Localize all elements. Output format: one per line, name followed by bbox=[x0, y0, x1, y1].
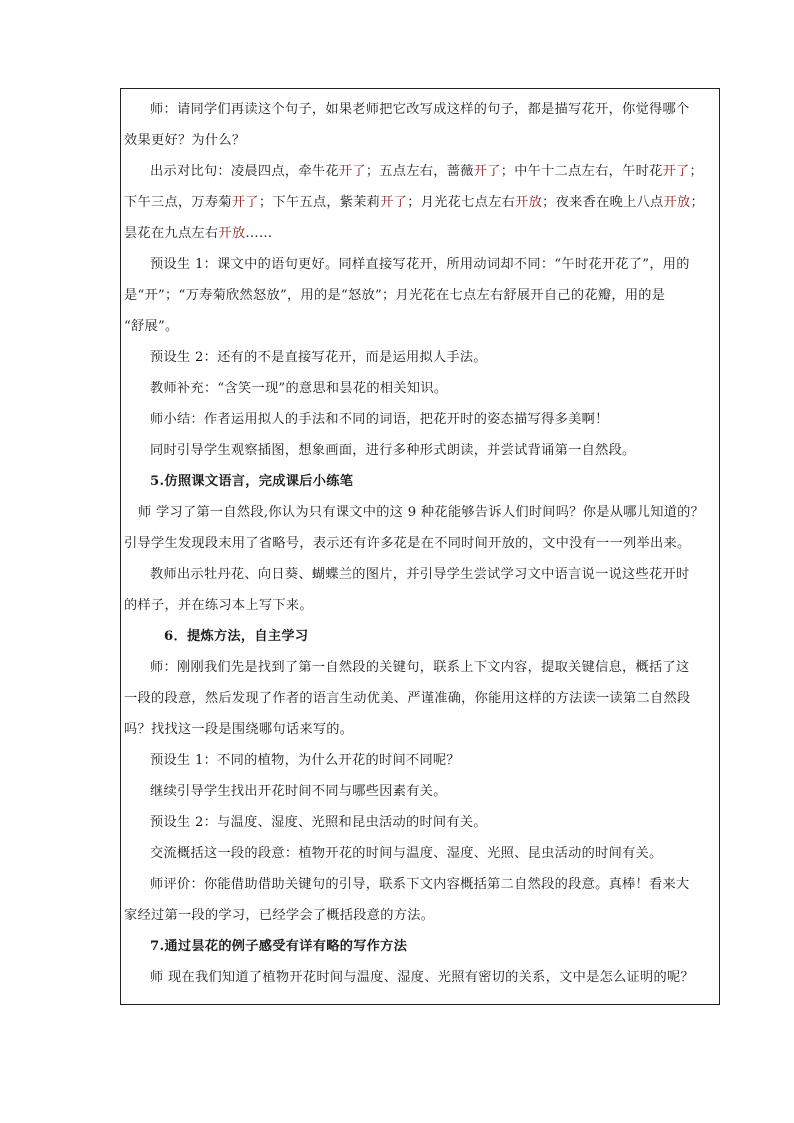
paragraph-line: 师 学习了第一自然段,你认为只有课文中的这 9 种花能够告诉人们时间吗？你是从哪儿知道的？ bbox=[138, 505, 705, 520]
paragraph-line: 交流概括这一段的段意：植物开花的时间与温度、湿度、光照、昆虫活动的时间有关。 bbox=[150, 846, 663, 861]
section-heading: 7.通过昙花的例子感受有详有略的写作方法 bbox=[150, 939, 408, 954]
paragraph-line: 是“开”；“万寿菊欣然怒放”，用的是“怒放”；月光花在七点左右舒展开自己的花瓣，用的是 bbox=[124, 288, 666, 303]
paragraph-line: 一段的段意，然后发现了作者的语言生动优美、严谨准确，你能用这样的方法读一读第二自然段 bbox=[124, 691, 691, 706]
paragraph-line bbox=[124, 156, 718, 187]
paragraph-line: 师：请同学们再读这个句子，如果老师把它改写成这样的句子，都是描写花开，你觉得哪个 bbox=[150, 102, 690, 117]
highlighted-verb: 开放 bbox=[515, 195, 543, 210]
highlighted-verb: 开放 bbox=[663, 195, 691, 210]
paragraph-line: 吗？找找这一段是围绕哪句话来写的。 bbox=[124, 722, 354, 737]
text-segment: …… bbox=[245, 226, 273, 241]
text-segment: ；中午十二点左右，午时花 bbox=[500, 164, 663, 179]
paragraph-line: 师评价：你能借助借助关键句的引导，联系下文内容概括第二自然段的段意。真棒！看来大 bbox=[150, 877, 690, 892]
paragraph-line: 同时引导学生观察插图，想象画面，进行多种形式朗读，并尝试背诵第一自然段。 bbox=[150, 443, 636, 458]
paragraph-line: 教师补充：“含笑一现”的意思和昙花的相关知识。 bbox=[150, 381, 448, 396]
text-segment: ；五点左右，蔷薇 bbox=[365, 164, 474, 179]
highlighted-verb: 开了 bbox=[380, 195, 408, 210]
paragraph-line bbox=[124, 218, 718, 249]
paragraph-line: 家经过第一段的学习，已经学会了概括段意的方法。 bbox=[124, 908, 435, 923]
section-heading: 6．提炼方法，自主学习 bbox=[164, 629, 309, 644]
paragraph-line: 教师出示牡丹花、向日葵、蝴蝶兰的图片，并引导学生尝试学习文中语言说一说这些花开时 bbox=[150, 567, 690, 582]
text-segment: 下午三点，万寿菊 bbox=[124, 195, 232, 210]
paragraph-line: 引导学生发现段末用了省略号，表示还有许多花是在不同时间开放的，文中没有一一列举出来。 bbox=[124, 536, 691, 551]
paragraph-line bbox=[124, 187, 718, 218]
text-segment: ；下午五点，紫茉莉 bbox=[258, 195, 381, 210]
highlighted-verb: 开了 bbox=[473, 164, 501, 179]
highlighted-verb: 开了 bbox=[231, 195, 259, 210]
paragraph-line: 师 现在我们知道了植物开花时间与温度、湿度、光照有密切的关系，文中是怎么证明的呢？ bbox=[150, 970, 694, 985]
paragraph-line: 预设生 1：不同的植物，为什么开花的时间不同呢？ bbox=[150, 753, 460, 768]
text-segment: ； bbox=[690, 195, 705, 210]
paragraph-line: 效果更好？为什么？ bbox=[124, 133, 246, 148]
text-segment: ； bbox=[689, 164, 704, 179]
paragraph-line: 预设生 1：课文中的语句更好。同样直接写花开，所用动词却不同：“午时花开花了”，用的 bbox=[150, 257, 690, 272]
paragraph-line: 师：刚刚我们先是找到了第一自然段的关键句，联系上下文内容，提取关键信息，概括了这 bbox=[150, 660, 690, 675]
paragraph-line: “舒展”。 bbox=[124, 319, 179, 334]
paragraph-line: 师小结：作者运用拟人的手法和不同的词语，把花开时的姿态描写得多美啊！ bbox=[150, 412, 609, 427]
text-segment: ；夜来香在晚上八点 bbox=[542, 195, 664, 210]
highlighted-verb: 开了 bbox=[662, 164, 690, 179]
paragraph-line: 预设生 2：还有的不是直接写花开，而是运用拟人手法。 bbox=[150, 350, 487, 365]
text-segment: 出示对比句：凌晨四点，牵牛花 bbox=[150, 164, 339, 179]
paragraph-line: 预设生 2：与温度、湿度、光照和昆虫活动的时间有关。 bbox=[150, 815, 487, 830]
lesson-plan-body bbox=[124, 94, 718, 993]
paragraph-line: 继续引导学生找出开花时间不同与哪些因素有关。 bbox=[150, 784, 447, 799]
highlighted-verb: 开放 bbox=[218, 226, 246, 241]
section-heading: 5.仿照课文语言，完成课后小练笔 bbox=[150, 474, 354, 489]
text-segment: ；月光花七点左右 bbox=[407, 195, 516, 210]
text-segment: 昙花在九点左右 bbox=[124, 226, 219, 241]
highlighted-verb: 开了 bbox=[338, 164, 366, 179]
paragraph-line: 的样子，并在练习本上写下来。 bbox=[124, 598, 313, 613]
